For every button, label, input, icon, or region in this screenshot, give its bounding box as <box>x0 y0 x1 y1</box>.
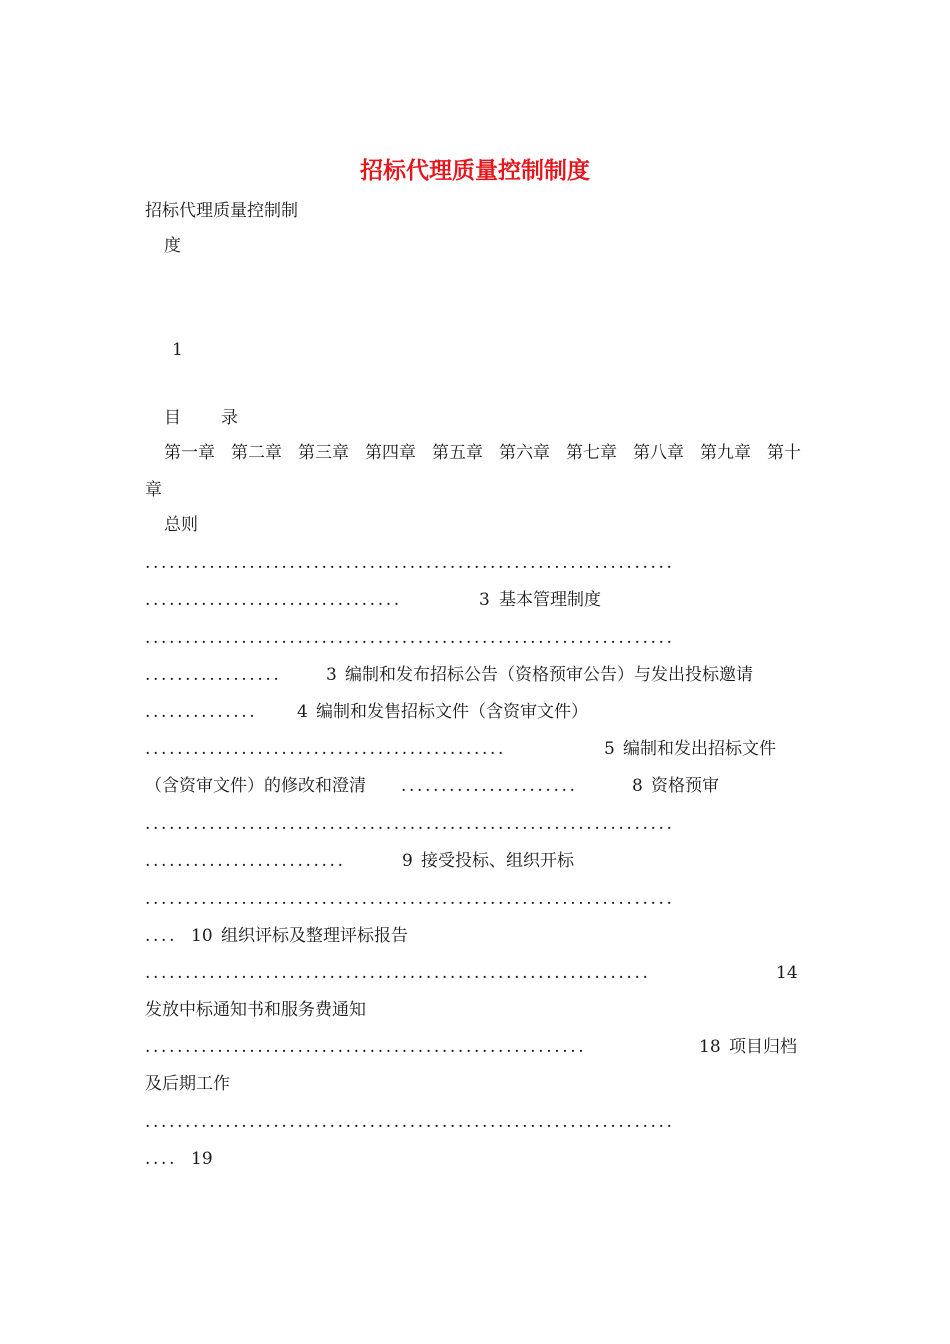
toc-leader: ....................................................... <box>145 1037 587 1057</box>
toc-entry-prequalification: 资格预审 <box>651 776 719 796</box>
toc-entry-award-notice: 发放中标通知书和服务费通知 <box>145 1000 366 1020</box>
toc-leader: .............. <box>145 702 258 722</box>
chapter-6: 第六章 <box>499 443 550 463</box>
toc-heading-lu: 录 <box>221 408 238 428</box>
toc-leader: .................................................................. <box>145 553 675 573</box>
page-number: 1 <box>172 340 183 360</box>
toc-leader: .................................................................. <box>145 628 675 648</box>
toc-leader: ............................................................... <box>145 963 651 983</box>
toc-page: 5 <box>604 739 615 759</box>
subtitle-line-2: 度 <box>164 236 181 256</box>
toc-entry-amendments: 编制和发出招标文件 <box>623 739 776 759</box>
toc-entry-amendments-cont: （含资审文件）的修改和澄清 <box>145 776 366 796</box>
chapter-list-tail: 章 <box>145 480 162 500</box>
toc-entry-archiving-cont: 及后期工作 <box>145 1074 230 1094</box>
toc-entry-announcement: 编制和发布招标公告（资格预审公告）与发出投标邀请 <box>345 665 753 685</box>
toc-entry-evaluation: 组织评标及整理评标报告 <box>221 926 408 946</box>
toc-leader: ...................... <box>401 776 578 796</box>
chapter-9: 第九章 <box>700 443 751 463</box>
toc-entry-general: 总则 <box>164 515 198 535</box>
toc-leader: .................................................................. <box>145 1112 675 1132</box>
toc-leader: .................................................................. <box>145 814 675 834</box>
toc-page: 3 <box>326 665 337 685</box>
chapter-list <box>164 442 834 464</box>
toc-page: 3 <box>479 590 490 610</box>
toc-entry-bidding-docs: 编制和发售招标文件（含资审文件） <box>316 702 588 722</box>
toc-page: 18 <box>699 1037 721 1057</box>
chapter-1: 第一章 <box>164 443 215 463</box>
toc-entry-archiving: 项目归档 <box>729 1037 797 1057</box>
chapter-5: 第五章 <box>432 443 483 463</box>
toc-leader: .... <box>145 926 178 946</box>
toc-leader: ................. <box>145 665 282 685</box>
chapter-10: 第十 <box>767 443 801 463</box>
chapter-2: 第二章 <box>231 443 282 463</box>
toc-page: 8 <box>632 776 643 796</box>
toc-entry-basic-management: 基本管理制度 <box>499 590 601 610</box>
toc-leader: .... <box>145 1149 178 1169</box>
toc-heading-mu: 目 <box>164 408 181 428</box>
toc-leader: ............................................. <box>145 739 507 759</box>
chapter-4: 第四章 <box>365 443 416 463</box>
toc-leader: .................................................................. <box>145 889 675 909</box>
toc-page: 19 <box>191 1149 213 1169</box>
subtitle-line-1: 招标代理质量控制制 <box>145 201 298 221</box>
document-title: 招标代理质量控制制度 <box>360 157 590 184</box>
chapter-8: 第八章 <box>633 443 684 463</box>
toc-page: 4 <box>297 702 308 722</box>
toc-leader: ......................... <box>145 851 346 871</box>
toc-page: 14 <box>776 963 798 983</box>
toc-page: 9 <box>402 851 413 871</box>
chapter-7: 第七章 <box>566 443 617 463</box>
toc-leader: ................................ <box>145 590 402 610</box>
toc-page: 10 <box>191 926 213 946</box>
chapter-3: 第三章 <box>298 443 349 463</box>
toc-entry-bid-opening: 接受投标、组织开标 <box>421 851 574 871</box>
